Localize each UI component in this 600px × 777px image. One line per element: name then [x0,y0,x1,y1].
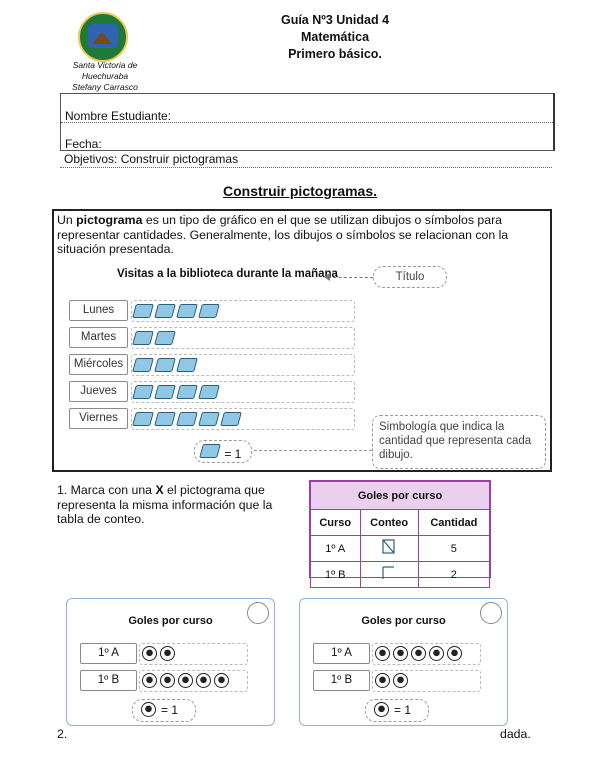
school-name-line1: Santa Victoria de [72,60,138,70]
book-icon [132,358,154,372]
answer-circle[interactable] [480,602,502,624]
title-callout: Título [373,266,447,288]
soccer-ball-icon [142,673,157,688]
pictogram-row [131,300,355,322]
book-icon [199,444,221,458]
soccer-ball-icon [447,646,462,661]
book-icon [132,304,154,318]
pictogram-row [372,670,481,692]
day-label: Miércoles [69,354,128,375]
tally-row-cantidad: 2 [418,562,489,588]
pictogram-row [139,643,248,665]
book-icon [132,412,154,426]
title-pointer [328,277,373,278]
pictogram-row [372,643,481,665]
soccer-ball-icon [178,673,193,688]
page-heading [250,12,420,63]
question-2-start: 2. [57,727,68,741]
soccer-ball-icon [160,646,175,661]
soccer-ball-icon [374,702,389,717]
book-icon [154,304,176,318]
book-icon [176,304,198,318]
tally-mark-two [360,562,418,588]
tally-mark-five [360,536,418,562]
tally-header-conteo: Conteo [360,510,418,536]
question-2-end: dada. [500,727,531,741]
day-label: Jueves [69,381,128,402]
soccer-ball-icon [142,646,157,661]
school-name-line2: Huechuraba [81,71,129,81]
tally-table [309,480,491,581]
day-label: Viernes [69,408,128,429]
tally-header-cantidad: Cantidad [418,510,489,536]
card-title: Goles por curso [361,615,446,627]
symbology-pointer [254,450,372,451]
name-line[interactable] [61,122,553,123]
intro-rest: es un tipo de gráfico en el que se utilizan dibujos o símbolos para representar cantidades. Generalmente, los dibujos o símbolos se relacionan con la situación presentada. [57,213,509,256]
day-label: Martes [69,327,128,348]
card-legend [132,699,196,722]
objective [64,152,238,166]
book-icon [176,385,198,399]
soccer-ball-icon [375,646,390,661]
soccer-ball-icon [429,646,444,661]
tally-row-curso: 1º A [311,536,361,562]
soccer-ball-icon [160,673,175,688]
answer-circle[interactable] [247,602,269,624]
objective-line [60,167,552,168]
day-label: Lunes [69,300,128,321]
subject-title: Matemática [300,30,370,44]
school-info [60,60,150,93]
q1-bold: X [155,483,164,497]
pictogram-row [131,327,355,349]
book-icon [154,331,176,345]
book-icon [176,412,198,426]
objective-value: Construir pictogramas [120,152,239,166]
course-label: 1º A [313,643,370,664]
q1-prefix: 1. Marca con una [57,483,156,497]
course-label: 1º A [80,643,137,664]
book-icon [220,412,242,426]
course-label: 1º B [80,670,137,691]
soccer-ball-icon [411,646,426,661]
pictogram-row [139,670,248,692]
course-label: 1º B [313,670,370,691]
date-label: Fecha: [65,137,102,151]
book-icon [176,358,198,372]
tally-header-curso: Curso [311,510,361,536]
book-icon [154,385,176,399]
objective-label: Objetivos: [64,152,118,166]
tally-title: Goles por curso [311,482,490,510]
soccer-ball-icon [393,646,408,661]
soccer-ball-icon [214,673,229,688]
section-title: Construir pictogramas. [222,183,378,199]
q1-rest: el pictograma que representa la misma información que la tabla de conteo. [57,483,273,526]
book-icon [198,412,220,426]
intro-text [57,213,537,257]
name-label: Nombre Estudiante: [65,109,172,123]
tally-row-cantidad: 5 [418,536,489,562]
soccer-ball-icon [196,673,211,688]
teacher-name: Stefany Carrasco [72,82,138,92]
student-form [60,93,555,151]
legend-value: = 1 [161,703,179,717]
grade-title: Primero básico. [288,47,382,61]
card-legend [365,699,429,722]
chart-legend [194,440,252,463]
intro-prefix: Un [57,213,77,227]
school-logo [78,12,128,62]
guide-title: Guía Nº3 Unidad 4 [280,13,390,27]
chart-title: Visitas a la biblioteca durante la mañana [117,268,338,280]
book-icon [132,331,154,345]
symbology-callout: Simbología que indica la cantidad que representa cada dibujo. [372,415,546,469]
pictogram-row [131,408,355,430]
book-icon [154,412,176,426]
book-icon [198,385,220,399]
soccer-ball-icon [141,702,156,717]
pictogram-row [131,381,355,403]
pictogram-row [131,354,355,376]
legend-value: = 1 [224,447,242,461]
legend-value: = 1 [394,703,412,717]
book-icon [198,304,220,318]
intro-bold-term: pictograma [76,213,143,227]
soccer-ball-icon [375,673,390,688]
soccer-ball-icon [393,673,408,688]
question-1 [57,483,293,527]
book-icon [154,358,176,372]
book-icon [132,385,154,399]
card-title: Goles por curso [128,615,213,627]
tally-row-curso: 1º B [311,562,361,588]
